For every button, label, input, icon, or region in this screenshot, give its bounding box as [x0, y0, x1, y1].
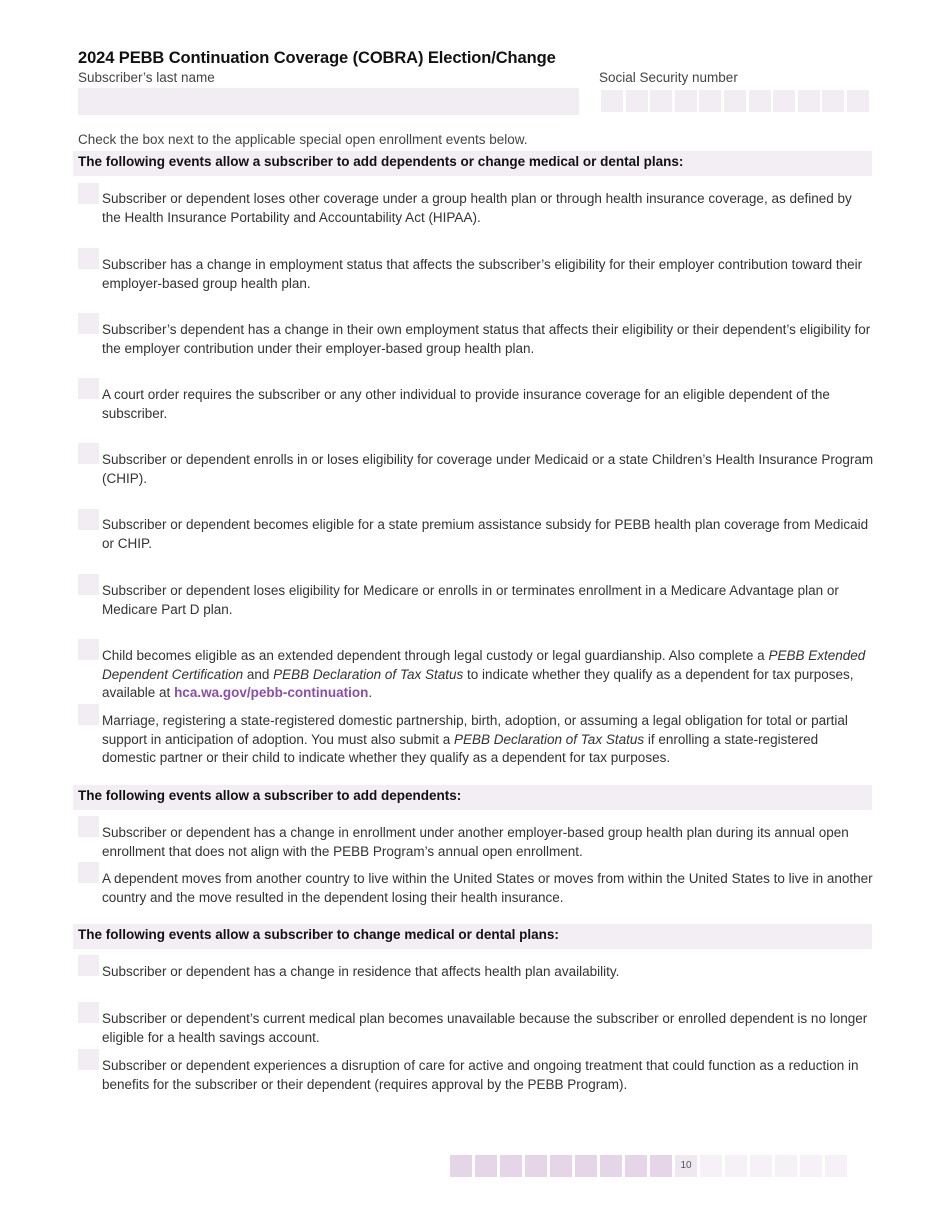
event-checkbox[interactable] [78, 248, 99, 269]
event-text-part: and [243, 666, 274, 682]
pebb-continuation-link[interactable]: hca.wa.gov/pebb-continuation [174, 685, 369, 700]
event-text-part: if enrolling a state-registered domestic partner or their child to indicate whether they qualify as a dependent for tax purposes. [102, 731, 819, 765]
instruction-text: Check the box next to the applicable special open enrollment events below. [78, 132, 528, 147]
ssn-digit-box[interactable] [699, 90, 721, 112]
progress-block-completed [575, 1155, 597, 1177]
ssn-digit-box[interactable] [822, 90, 844, 112]
event-text-part: . [368, 685, 373, 700]
progress-block-completed [625, 1155, 647, 1177]
event-checkbox[interactable] [78, 1002, 99, 1023]
event-text: Subscriber or dependent has a change in residence that affects health plan availability. [102, 964, 620, 979]
page-number: 10 [675, 1155, 697, 1177]
event-checkbox[interactable] [78, 574, 99, 595]
last-name-label: Subscriber’s last name [78, 70, 215, 85]
form-title: 2024 PEBB Continuation Coverage (COBRA) Election/Change [78, 49, 556, 67]
progress-block-remaining [725, 1155, 747, 1177]
ssn-digit-box[interactable] [749, 90, 771, 112]
ssn-digit-box[interactable] [650, 90, 672, 112]
event-text: Subscriber or dependent loses other coverage under a group health plan or through health insurance coverage, as defined by the Health Insurance Portability and Accountability Act (HIPAA). [102, 191, 852, 225]
progress-block-completed [600, 1155, 622, 1177]
event-text-extended-dependent [102, 647, 874, 703]
event-checkbox[interactable] [78, 378, 99, 399]
ssn-digit-box[interactable] [798, 90, 820, 112]
page-progress-bar [450, 1155, 850, 1177]
ssn-label: Social Security number [599, 70, 738, 85]
progress-block-completed [525, 1155, 547, 1177]
ssn-digit-box[interactable] [601, 90, 623, 112]
section-header-add-dependents-or-change-plans: The following events allow a subscriber to add dependents or change medical or dental plans: [73, 151, 872, 176]
event-text: Subscriber has a change in employment status that affects the subscriber’s eligibility for their employer contribution toward their employer-based group health plan. [102, 257, 863, 291]
event-text: Subscriber or dependent’s current medical plan becomes unavailable because the subscriber or enrolled dependent is no longer eligible for a health savings account. [102, 1011, 868, 1045]
progress-block-remaining [800, 1155, 822, 1177]
event-checkbox[interactable] [78, 183, 99, 204]
event-text-part: Child becomes eligible as an extended dependent through legal custody or legal guardianship. Also complete a [102, 648, 769, 663]
progress-block-completed [550, 1155, 572, 1177]
event-checkbox[interactable] [78, 955, 99, 976]
event-text-part: to indicate whether they qualify as a dependent for tax purposes, available at [102, 666, 854, 700]
progress-block-completed [500, 1155, 522, 1177]
form-name-declaration-of-tax-status: PEBB Declaration of Tax Status [453, 731, 645, 747]
event-checkbox[interactable] [78, 639, 99, 660]
event-checkbox[interactable] [78, 313, 99, 334]
event-text-part: Marriage, registering a state-registered domestic partnership, birth, adoption, or assuming a legal obligation for total or partial support in anticipation of adoption. You must also submit a [102, 713, 848, 747]
ssn-digit-box[interactable] [773, 90, 795, 112]
last-name-field[interactable] [78, 88, 579, 115]
progress-block-remaining [825, 1155, 847, 1177]
event-text-marriage [102, 712, 874, 768]
event-checkbox[interactable] [78, 704, 99, 725]
ssn-digit-box[interactable] [847, 90, 869, 112]
event-text: A court order requires the subscriber or any other individual to provide insurance coverage for an eligible dependent of the subscriber. [102, 387, 830, 421]
event-text: Subscriber or dependent enrolls in or loses eligibility for coverage under Medicaid or a state Children’s Health Insurance Program (CHIP). [102, 452, 874, 486]
ssn-digit-box[interactable] [675, 90, 697, 112]
event-checkbox[interactable] [78, 509, 99, 530]
event-text: Subscriber or dependent loses eligibility for Medicare or enrolls in or terminates enrollment in a Medicare Advantage plan or Medicare Part D plan. [102, 583, 839, 617]
ssn-field [601, 90, 872, 112]
ssn-digit-box[interactable] [724, 90, 746, 112]
event-checkbox[interactable] [78, 862, 99, 883]
event-checkbox[interactable] [78, 816, 99, 837]
progress-block-remaining [775, 1155, 797, 1177]
progress-block-completed [450, 1155, 472, 1177]
event-text: Subscriber or dependent becomes eligible for a state premium assistance subsidy for PEBB health plan coverage from Medicaid or CHIP. [102, 517, 869, 551]
progress-block-completed [475, 1155, 497, 1177]
event-text: Subscriber or dependent experiences a disruption of care for active and ongoing treatment that could function as a reduction in benefits for the subscriber or their dependent (requires approval by the PEBB Program). [102, 1058, 859, 1092]
progress-block-remaining [700, 1155, 722, 1177]
section-header-add-dependents: The following events allow a subscriber to add dependents: [73, 785, 872, 810]
event-checkbox[interactable] [78, 1049, 99, 1070]
event-text: Subscriber or dependent has a change in enrollment under another employer-based group health plan during its annual open enrollment that does not align with the PEBB Program’s annual open enrollment. [102, 825, 849, 859]
progress-block-completed [650, 1155, 672, 1177]
event-checkbox[interactable] [78, 443, 99, 464]
section-header-change-plans: The following events allow a subscriber to change medical or dental plans: [73, 924, 872, 949]
form-name-extended-dependent-certification: PEBB Extended Dependent Certification [102, 648, 866, 682]
event-text: Subscriber’s dependent has a change in their own employment status that affects their eligibility or their dependent’s eligibility for the employer contribution under their employer-based group health plan. [102, 322, 871, 356]
event-text: A dependent moves from another country to live within the United States or moves from within the United States to live in another country and the move resulted in the dependent losing their health insurance. [102, 871, 873, 905]
ssn-digit-box[interactable] [626, 90, 648, 112]
form-name-declaration-of-tax-status: PEBB Declaration of Tax Status [273, 666, 464, 682]
progress-block-remaining [750, 1155, 772, 1177]
